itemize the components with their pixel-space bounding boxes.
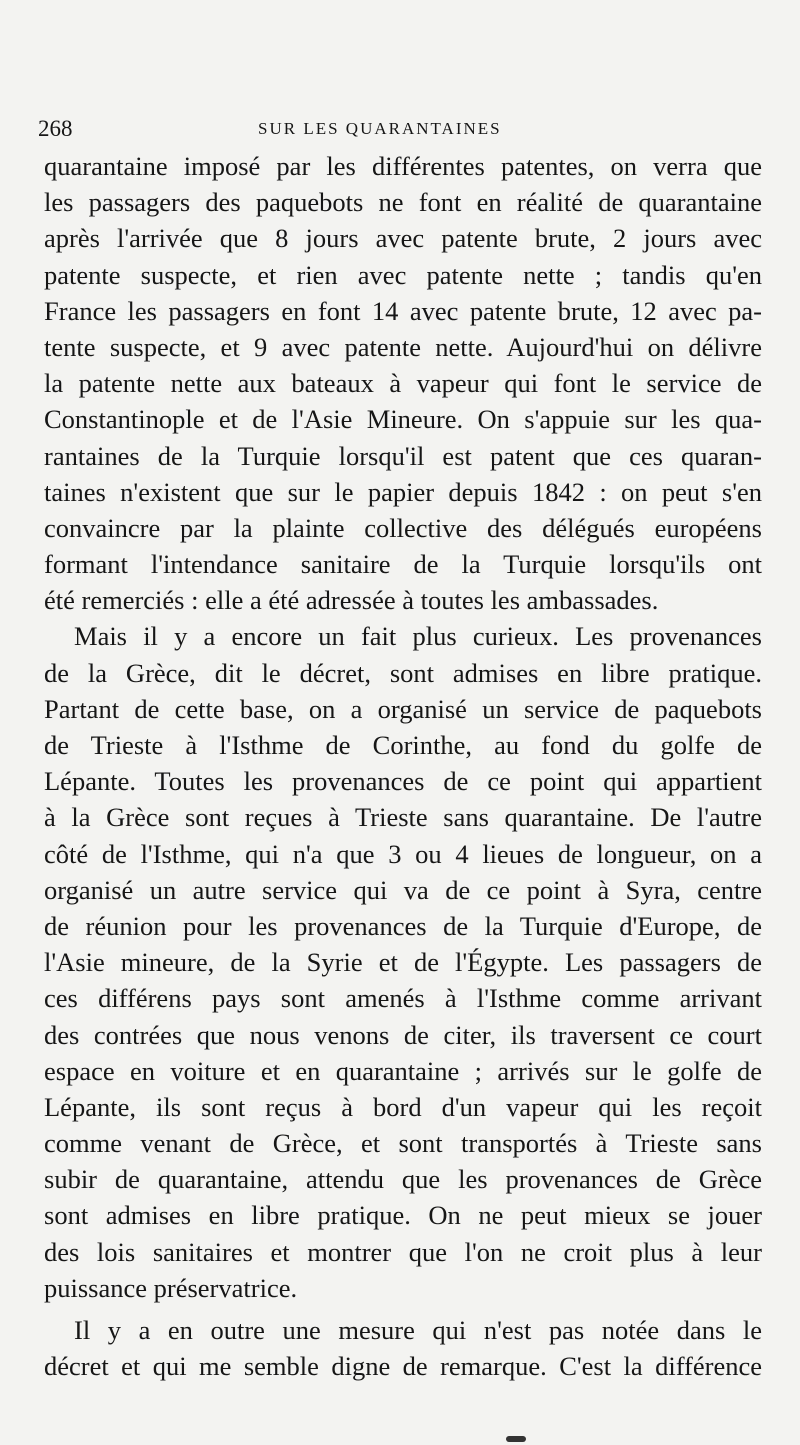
page-header	[38, 116, 758, 144]
text-line: l'Asie mineure, de la Syrie et de l'Égypte. Les passagers de	[44, 947, 762, 978]
text-line: les passagers des paquebots ne font en réalité de quarantaine	[44, 187, 762, 218]
text-line: ces différens pays sont amenés à l'Isthme comme arrivant	[44, 983, 762, 1014]
text-line: côté de l'Isthme, qui n'a que 3 ou 4 lieues de longueur, on a	[44, 838, 762, 869]
text-line: France les passagers en font 14 avec patente brute, 12 avec pa-	[44, 295, 762, 326]
text-line: formant l'intendance sanitaire de la Turquie lorsqu'ils ont	[44, 549, 762, 580]
text-line: rantaines de la Turquie lorsqu'il est patent que ces quaran-	[44, 440, 762, 471]
text-line: quarantaine imposé par les différentes patentes, on verra que	[44, 151, 762, 181]
paragraph-start-line: Il y a en outre une mesure qui n'est pas notée dans le	[74, 1315, 762, 1345]
text-line: puissance préservatrice.	[44, 1272, 298, 1303]
text-line: comme venant de Grèce, et sont transportés à Trieste sans	[44, 1128, 762, 1159]
paragraph-start-line: Mais il y a encore un fait plus curieux. Les provenances	[74, 621, 762, 652]
text-line: de Trieste à l'Isthme de Corinthe, au fond du golfe de	[44, 730, 762, 760]
text-line: taines n'existent que sur le papier depuis 1842 : on peut s'en	[44, 476, 762, 507]
text-line: patente suspecte, et rien avec patente nette ; tandis qu'en	[44, 259, 762, 290]
text-line: de la Grèce, dit le décret, sont admises en libre pratique.	[44, 657, 762, 688]
text-line: Partant de cette base, on a organisé un service de paquebots	[44, 693, 762, 724]
text-line: espace en voiture et en quarantaine ; arrivés sur le golfe de	[44, 1055, 762, 1086]
text-line: Constantinople et de l'Asie Mineure. On s'appuie sur les qua-	[44, 404, 762, 435]
text-line: des contrées que nous venons de citer, ils traversent ce court	[44, 1019, 762, 1050]
text-line: à la Grèce sont reçues à Trieste sans quarantaine. De l'autre	[44, 802, 762, 833]
text-line: décret et qui me semble digne de remarque. C'est la différence	[44, 1351, 762, 1382]
body-text	[44, 148, 762, 1384]
text-line: tente suspecte, et 9 avec patente nette. Aujourd'hui on délivre	[44, 331, 762, 362]
text-line: Lépante, ils sont reçus à bord d'un vapeur qui les reçoit	[44, 1091, 762, 1122]
running-title: SUR LES QUARANTAINES	[258, 119, 502, 138]
text-line: Lépante. Toutes les provenances de ce point qui appartient	[44, 766, 762, 797]
ink-mark	[506, 1436, 526, 1442]
text-line: été remerciés : elle a été adressée à toutes les ambassades.	[44, 585, 659, 616]
text-line: après l'arrivée que 8 jours avec patente brute, 2 jours avec	[44, 223, 762, 254]
text-line: convaincre par la plainte collective des délégués européens	[44, 512, 762, 543]
text-line: la patente nette aux bateaux à vapeur qui font le service de	[44, 368, 762, 399]
text-line: de réunion pour les provenances de la Turquie d'Europe, de	[44, 910, 762, 941]
text-line: organisé un autre service qui va de ce point à Syra, centre	[44, 874, 762, 905]
text-line: subir de quarantaine, attendu que les provenances de Grèce	[44, 1164, 762, 1195]
text-line: des lois sanitaires et montrer que l'on ne croit plus à leur	[44, 1236, 762, 1267]
text-line: sont admises en libre pratique. On ne peut mieux se jouer	[44, 1200, 762, 1231]
page-number: 268	[38, 116, 73, 141]
